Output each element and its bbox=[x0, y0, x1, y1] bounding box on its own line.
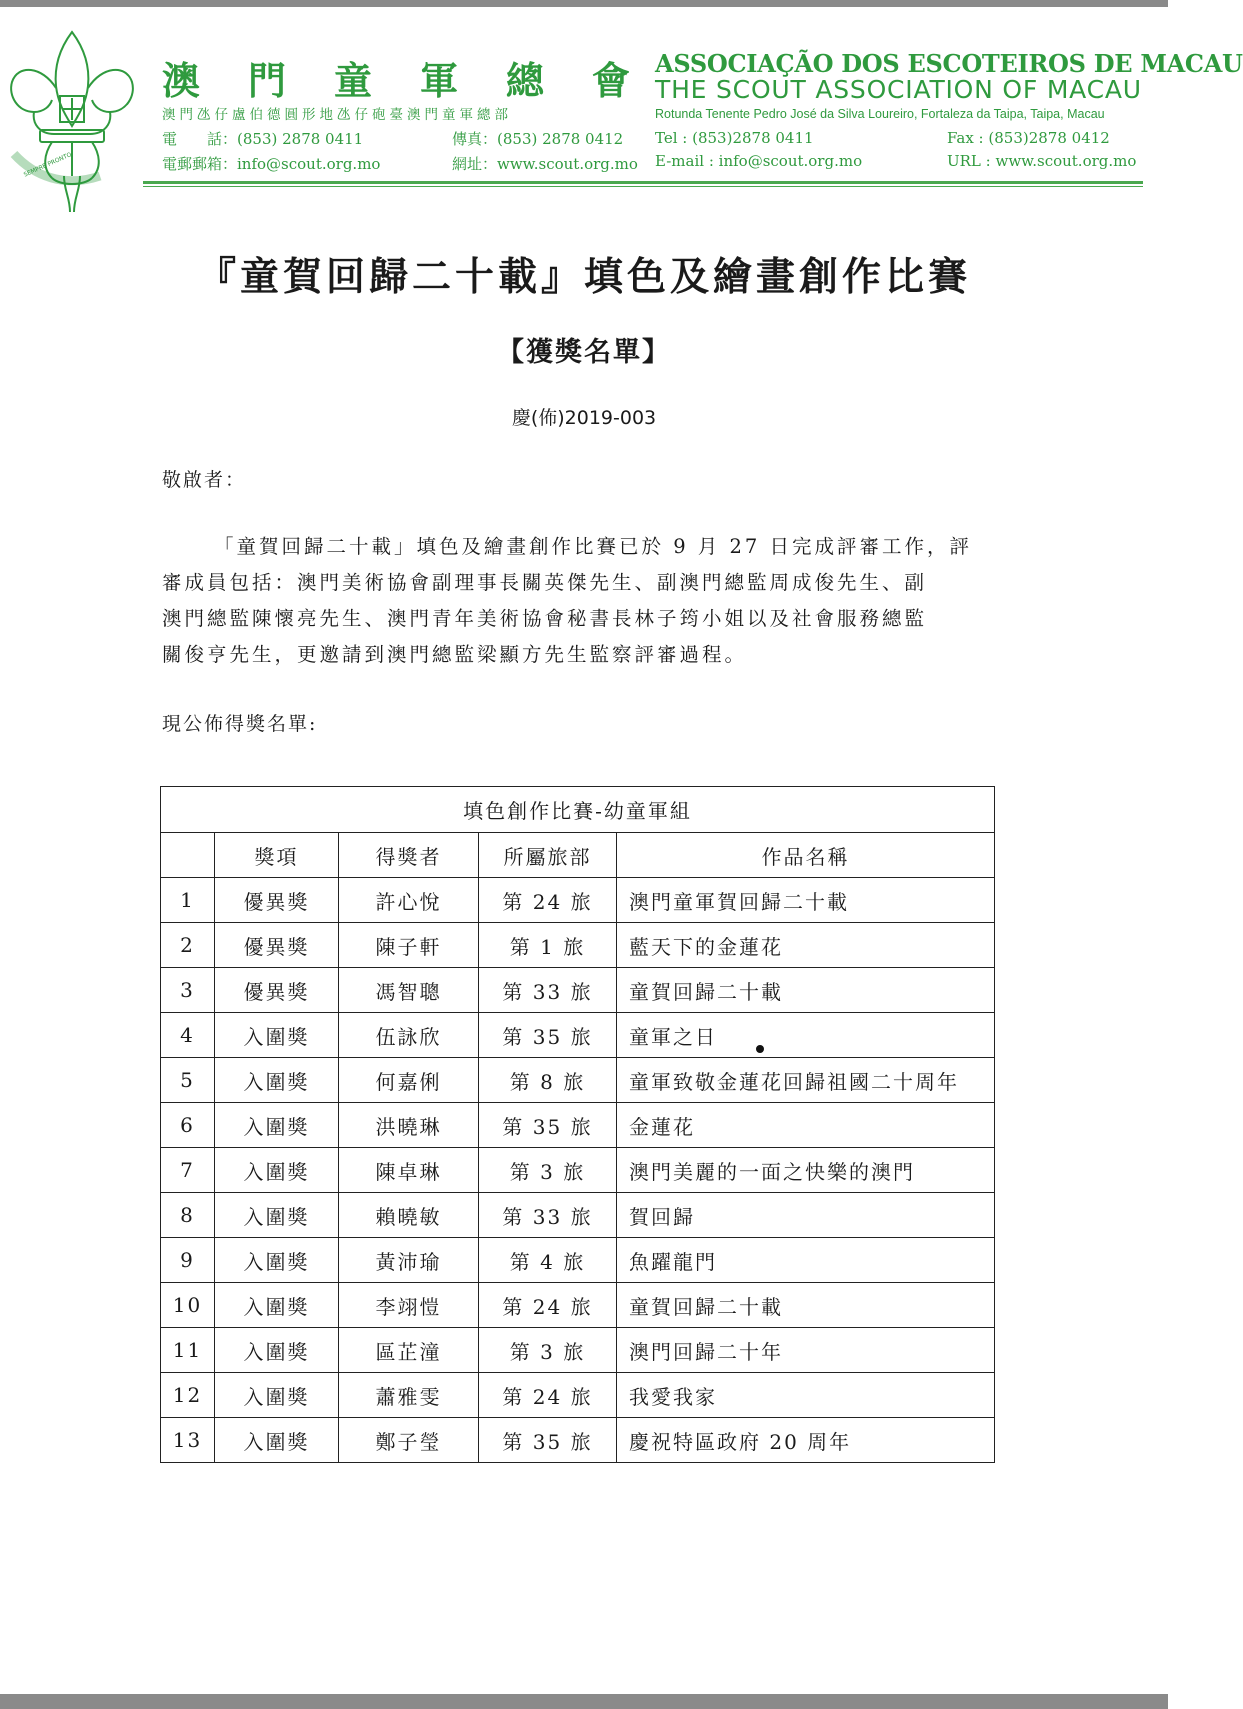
award-type: 入圍獎 bbox=[215, 1148, 339, 1193]
troop-unit: 第 1 旅 bbox=[479, 923, 617, 968]
row-number: 11 bbox=[161, 1328, 215, 1373]
work-title: 賀回歸 bbox=[617, 1193, 995, 1238]
award-table bbox=[160, 786, 995, 1463]
table-row bbox=[161, 878, 995, 923]
salutation: 敬啟者： bbox=[162, 469, 247, 491]
org-name-char: 軍 bbox=[419, 58, 460, 103]
troop-unit: 第 33 旅 bbox=[479, 968, 617, 1013]
org-name-char: 澳 bbox=[162, 58, 203, 103]
table-row bbox=[161, 1283, 995, 1328]
org-name-char: 門 bbox=[247, 58, 288, 103]
header-winner: 得獎者 bbox=[339, 833, 479, 878]
bottom-border-bar bbox=[0, 1694, 1168, 1709]
winner-name: 陳子軒 bbox=[339, 923, 479, 968]
work-title: 童軍之日 bbox=[617, 1013, 995, 1058]
row-number: 10 bbox=[161, 1283, 215, 1328]
troop-unit: 第 8 旅 bbox=[479, 1058, 617, 1103]
fax-chinese: 傳真：(853) 2878 0412 bbox=[452, 130, 624, 148]
fax-latin: Fax : (853)2878 0412 bbox=[947, 129, 1110, 147]
troop-unit: 第 3 旅 bbox=[479, 1148, 617, 1193]
document-subtitle: 【獲獎名單】 bbox=[497, 337, 671, 368]
table-row bbox=[161, 1418, 995, 1463]
address-chinese: 澳門氹仔盧伯德圓形地氹仔砲臺澳門童軍總部 bbox=[162, 107, 512, 123]
award-type: 優異獎 bbox=[215, 923, 339, 968]
winner-name: 洪曉琳 bbox=[339, 1103, 479, 1148]
winner-name: 陳卓琳 bbox=[339, 1148, 479, 1193]
row-number: 12 bbox=[161, 1373, 215, 1418]
url-latin: URL : www.scout.org.mo bbox=[947, 152, 1137, 170]
work-title: 童賀回歸二十載 bbox=[617, 1283, 995, 1328]
troop-unit: 第 33 旅 bbox=[479, 1193, 617, 1238]
top-border-bar bbox=[0, 0, 1168, 7]
award-type: 入圍獎 bbox=[215, 1103, 339, 1148]
document-title: 『童賀回歸二十載』填色及繪畫創作比賽 bbox=[196, 254, 971, 300]
letterhead-divider bbox=[143, 181, 1143, 184]
announcement: 現公佈得獎名單: bbox=[162, 713, 318, 735]
work-title: 童軍致敬金蓮花回歸祖國二十周年 bbox=[617, 1058, 995, 1103]
row-number: 3 bbox=[161, 968, 215, 1013]
award-type: 入圍獎 bbox=[215, 1373, 339, 1418]
header-award: 獎項 bbox=[215, 833, 339, 878]
body-line: 審成員包括：澳門美術協會副理事長關英傑先生、副澳門總監周成俊先生、副 bbox=[162, 571, 928, 594]
table-row bbox=[161, 1103, 995, 1148]
work-title: 金蓮花 bbox=[617, 1103, 995, 1148]
table-row bbox=[161, 1148, 995, 1193]
header-work-title: 作品名稱 bbox=[617, 833, 995, 878]
ink-dot-mark bbox=[756, 1045, 764, 1053]
troop-unit: 第 24 旅 bbox=[479, 878, 617, 923]
table-caption: 填色創作比賽-幼童軍組 bbox=[161, 787, 995, 833]
email-chinese: 電郵郵箱：info@scout.org.mo bbox=[162, 155, 381, 173]
table-row bbox=[161, 1013, 995, 1058]
org-name-char: 童 bbox=[333, 58, 374, 103]
body-line: 「童賀回歸二十載」填色及繪畫創作比賽已於 9 月 27 日完成評審工作，評 bbox=[214, 535, 973, 558]
letterhead-divider-thin bbox=[143, 186, 1143, 187]
emblem-motto: SEMPRE PRONTO bbox=[22, 151, 73, 179]
award-type: 優異獎 bbox=[215, 968, 339, 1013]
org-name-char: 總 bbox=[505, 58, 546, 103]
work-title: 澳門回歸二十年 bbox=[617, 1328, 995, 1373]
winner-name: 蕭雅雯 bbox=[339, 1373, 479, 1418]
row-number: 4 bbox=[161, 1013, 215, 1058]
table-row bbox=[161, 1328, 995, 1373]
row-number: 7 bbox=[161, 1148, 215, 1193]
table-row bbox=[161, 923, 995, 968]
award-type: 入圍獎 bbox=[215, 1328, 339, 1373]
org-name-chinese bbox=[162, 50, 632, 105]
award-type: 入圍獎 bbox=[215, 1418, 339, 1463]
work-title: 澳門童軍賀回歸二十載 bbox=[617, 878, 995, 923]
header-unit: 所屬旅部 bbox=[479, 833, 617, 878]
troop-unit: 第 4 旅 bbox=[479, 1238, 617, 1283]
work-title: 藍天下的金蓮花 bbox=[617, 923, 995, 968]
troop-unit: 第 24 旅 bbox=[479, 1283, 617, 1328]
row-number: 5 bbox=[161, 1058, 215, 1103]
row-number: 9 bbox=[161, 1238, 215, 1283]
work-title: 魚躍龍門 bbox=[617, 1238, 995, 1283]
row-number: 6 bbox=[161, 1103, 215, 1148]
table-header-row bbox=[161, 833, 995, 878]
body-paragraph bbox=[162, 529, 992, 673]
table-row bbox=[161, 1193, 995, 1238]
work-title: 澳門美麗的一面之快樂的澳門 bbox=[617, 1148, 995, 1193]
work-title: 我愛我家 bbox=[617, 1373, 995, 1418]
header-no bbox=[161, 833, 215, 878]
work-title: 慶祝特區政府 20 周年 bbox=[617, 1418, 995, 1463]
winner-name: 伍詠欣 bbox=[339, 1013, 479, 1058]
body-line: 關俊亨先生，更邀請到澳門總監梁顯方先生監察評審過程。 bbox=[162, 643, 748, 666]
award-type: 入圍獎 bbox=[215, 1058, 339, 1103]
award-type: 優異獎 bbox=[215, 878, 339, 923]
table-row bbox=[161, 1238, 995, 1283]
award-type: 入圍獎 bbox=[215, 1283, 339, 1328]
winner-name: 馮智聰 bbox=[339, 968, 479, 1013]
winner-name: 賴曉敏 bbox=[339, 1193, 479, 1238]
winner-name: 黃沛瑜 bbox=[339, 1238, 479, 1283]
winner-name: 李翊愷 bbox=[339, 1283, 479, 1328]
row-number: 8 bbox=[161, 1193, 215, 1238]
org-name-char: 會 bbox=[591, 58, 632, 103]
row-number: 2 bbox=[161, 923, 215, 968]
email-latin: E-mail : info@scout.org.mo bbox=[655, 152, 863, 170]
table-row bbox=[161, 1373, 995, 1418]
body-line: 澳門總監陳懷亮先生、澳門青年美術協會秘書長林子筠小姐以及社會服務總監 bbox=[162, 607, 928, 630]
table-row bbox=[161, 968, 995, 1013]
document-reference: 慶(佈)2019-003 bbox=[511, 407, 657, 429]
winner-name: 何嘉俐 bbox=[339, 1058, 479, 1103]
address-portuguese: Rotunda Tenente Pedro José da Silva Loureiro, Fortaleza da Taipa, Taipa, Macau bbox=[655, 107, 1105, 121]
website-chinese: 網址：www.scout.org.mo bbox=[452, 155, 638, 173]
tel-latin: Tel : (853)2878 0411 bbox=[655, 129, 814, 147]
award-type: 入圍獎 bbox=[215, 1238, 339, 1283]
org-name-portuguese: ASSOCIAÇÃO DOS ESCOTEIROS DE MACAU bbox=[655, 49, 1243, 78]
winner-name: 許心悅 bbox=[339, 878, 479, 923]
work-title: 童賀回歸二十載 bbox=[617, 968, 995, 1013]
troop-unit: 第 35 旅 bbox=[479, 1103, 617, 1148]
award-type: 入圍獎 bbox=[215, 1193, 339, 1238]
org-name-english: THE SCOUT ASSOCIATION OF MACAU bbox=[655, 75, 1142, 104]
troop-unit: 第 24 旅 bbox=[479, 1373, 617, 1418]
table-row bbox=[161, 1058, 995, 1103]
table-caption-row bbox=[161, 787, 995, 833]
troop-unit: 第 3 旅 bbox=[479, 1328, 617, 1373]
award-type: 入圍獎 bbox=[215, 1013, 339, 1058]
winner-name: 鄭子瑩 bbox=[339, 1418, 479, 1463]
row-number: 1 bbox=[161, 878, 215, 923]
winner-name: 區芷潼 bbox=[339, 1328, 479, 1373]
row-number: 13 bbox=[161, 1418, 215, 1463]
troop-unit: 第 35 旅 bbox=[479, 1013, 617, 1058]
troop-unit: 第 35 旅 bbox=[479, 1418, 617, 1463]
phone-chinese: 電 話：(853) 2878 0411 bbox=[162, 130, 364, 148]
scout-emblem-logo bbox=[4, 26, 140, 214]
